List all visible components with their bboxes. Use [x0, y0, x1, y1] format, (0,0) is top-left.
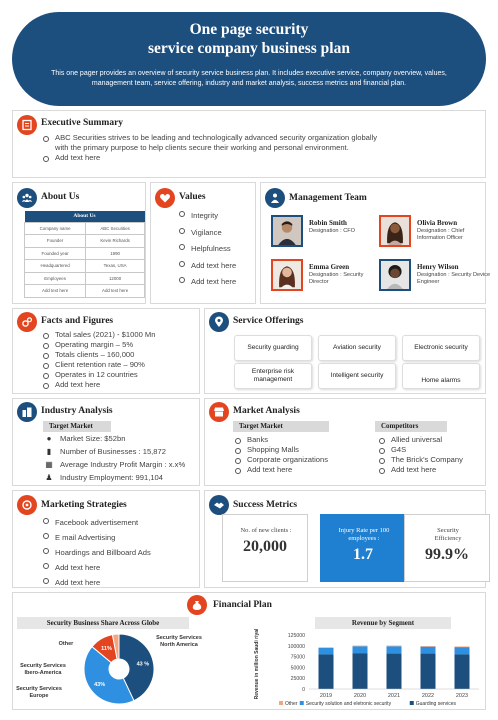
list-item: E mail Advertising [41, 530, 201, 545]
about-us-section [12, 182, 146, 304]
list-item: The Brick's Company [377, 455, 485, 465]
list-item: Add text here [41, 575, 201, 590]
metric-label: Injury Rate per 100 employees : [338, 527, 390, 542]
table-cell: ABC Securities [86, 222, 145, 235]
list-item: Facebook advertisement [41, 515, 201, 530]
bar-segment [387, 646, 402, 653]
list-item: Total sales (2021) - $1000 Mn [41, 330, 201, 340]
industry-row-text: Number of Businesses : 15,872 [60, 447, 166, 456]
market-target-heading: Target Market [233, 421, 329, 432]
list-item: Integrity [177, 208, 257, 225]
management-team-section [260, 182, 491, 304]
table-cell: 1990 [86, 247, 145, 260]
legend-label: Other [285, 701, 298, 707]
service-card: Home alarms [402, 363, 480, 389]
bar-segment [387, 654, 402, 689]
table-row [25, 222, 145, 235]
bar-segment [319, 648, 334, 654]
industry-title: Industry Analysis [41, 406, 113, 416]
x-tick-label: 2022 [421, 693, 435, 699]
legend-label: Security solution and eletronic security [305, 701, 392, 707]
marketing-title: Marketing Strategies [41, 500, 127, 510]
marketing-strategies-section [12, 490, 200, 588]
employees-icon: ♟ [45, 473, 53, 482]
dollar-icon: ● [46, 434, 52, 443]
location-pin-icon [209, 312, 229, 332]
pie-label: Security Services Ibero-America [20, 663, 66, 676]
summary-icon [17, 115, 37, 135]
service-offerings-section [204, 308, 486, 394]
table-cell: Employees [25, 272, 86, 285]
industry-row-text: Average Industry Profit Margin : x.x% [60, 460, 186, 469]
page-title [12, 20, 486, 58]
market-target-list [233, 435, 353, 475]
list-item: Add text here [177, 258, 257, 275]
list-item: Add text here [41, 560, 201, 575]
metric-value: 99.9% [425, 546, 469, 563]
service-card: Enterprise risk management [234, 363, 312, 389]
values-section [150, 182, 256, 304]
gears-icon [17, 312, 37, 332]
market-title: Market Analysis [233, 406, 300, 416]
marketing-list [41, 515, 201, 590]
competitors-list [377, 435, 485, 475]
header-description: This one pager provides an overview of security service business plan. It includes executive service, company overview, values, management team, service offering, industry and market analysis, success metrics and financial plan. [51, 70, 447, 87]
success-metrics-title: Success Metrics [233, 500, 298, 510]
table-cell: Founder [25, 235, 86, 248]
list-item: Shopping Malls [233, 445, 353, 455]
bar-segment [421, 646, 436, 647]
bar-segment [455, 647, 470, 654]
table-cell: Headquartered [25, 260, 86, 273]
competitors-heading: Competitors [375, 421, 447, 432]
metric-label: No. of new clients : [240, 527, 292, 534]
pie-label: Security Services Europe [16, 686, 62, 699]
member-name: Olivia Brown [417, 219, 458, 227]
table-cell: Texas, USA [86, 260, 145, 273]
executive-summary-section [12, 110, 486, 178]
table-row [25, 260, 145, 273]
member-designation: Designation : Security Director [309, 272, 364, 285]
facts-figures-section [12, 308, 200, 394]
avatar [271, 259, 303, 291]
table-cell: Founded year [25, 247, 86, 260]
about-us-table [24, 211, 145, 298]
table-cell: Kevin Richards [86, 235, 145, 248]
industry-analysis-section [12, 398, 200, 486]
table-row [25, 235, 145, 248]
pie-label: Security Services North America [156, 635, 202, 648]
pie-value-label: 43 % [136, 661, 150, 668]
legend-swatch [410, 701, 414, 705]
service-card: Intelligent security [318, 363, 396, 389]
y-tick-label: 25000 [290, 676, 305, 683]
list-item: Add text here [177, 274, 257, 291]
x-tick-label: 2020 [353, 693, 367, 699]
about-table-header: About Us [25, 211, 145, 222]
building-icon: ▮ [46, 447, 52, 456]
metric-card [404, 514, 490, 582]
member-designation: Designation : Security Device Engineer [417, 272, 491, 285]
profit-chart-icon: ▦ [45, 460, 53, 469]
metric-value: 1.7 [353, 546, 373, 563]
financial-plan-section [12, 592, 486, 710]
bar-segment [353, 646, 368, 653]
member-name: Emma Green [309, 263, 350, 271]
y-tick-label: 50000 [290, 665, 305, 672]
pie-chart-title: Security Business Share Across Globe [17, 617, 189, 629]
list-item: Add text here [41, 380, 201, 390]
industry-target-market-heading: Target Market [43, 421, 111, 432]
market-analysis-section [204, 398, 486, 486]
list-item: Add text here [41, 153, 381, 163]
metric-card-highlighted [320, 514, 406, 582]
title-line-2: service company business plan [148, 40, 350, 57]
list-item: Operates in 12 countries [41, 370, 201, 380]
table-row [25, 272, 145, 285]
industry-row [43, 473, 163, 482]
table-row [25, 247, 145, 260]
bar-segment [319, 647, 334, 648]
facts-list [41, 330, 201, 390]
bar-segment [353, 653, 368, 689]
metric-card [222, 514, 308, 582]
member-name: Henry Wilson [417, 263, 459, 271]
y-tick-label: 0 [302, 687, 305, 693]
bar-segment [353, 646, 368, 647]
member-designation: Designation : CFO [309, 228, 356, 234]
executive-summary-title: Executive Summary [41, 118, 124, 128]
money-bag-icon [187, 595, 207, 615]
x-tick-label: 2023 [455, 693, 469, 699]
team-icon [17, 188, 37, 208]
list-item: ABC Securities strives to be leading and technologically advanced security organization globally with the primary purpose to help clients secure their working and personal environment. [41, 133, 381, 153]
bar-chart [249, 629, 485, 709]
team-member [379, 259, 489, 295]
member-name: Robin Smith [309, 219, 347, 227]
list-item: Banks [233, 435, 353, 445]
management-title: Management Team [289, 193, 367, 203]
facts-title: Facts and Figures [41, 316, 114, 326]
values-icon [155, 188, 175, 208]
legend-label: Guarding services [415, 701, 457, 707]
list-item: Add text here [377, 465, 485, 475]
table-row [25, 285, 145, 298]
values-title: Values [179, 192, 206, 202]
list-item: Vigilance [177, 225, 257, 242]
market-store-icon [209, 402, 229, 422]
list-item: Add text here [233, 465, 353, 475]
values-list [177, 208, 257, 291]
y-axis-label: Revenue in million Saudi riyal [254, 629, 260, 700]
header-banner [12, 12, 486, 106]
industry-buildings-icon [17, 402, 37, 422]
team-member [271, 259, 381, 295]
marketing-icon [17, 495, 37, 515]
y-tick-label: 75000 [290, 654, 305, 661]
member-designation: Designation : Chief Information Officer [417, 228, 465, 241]
handshake-icon [209, 495, 229, 515]
list-item: Corporate organizations [233, 455, 353, 465]
list-item: G4S [377, 445, 485, 455]
service-card: Aviation security [318, 335, 396, 361]
list-item: Hoardings and Billboard Ads [41, 545, 201, 560]
legend-swatch [279, 701, 283, 705]
x-tick-label: 2019 [319, 693, 333, 699]
legend-swatch [300, 701, 304, 705]
pie-value-label: 43% [94, 682, 106, 689]
y-tick-label: 125000 [287, 633, 305, 639]
service-card: Security guarding [234, 335, 312, 361]
list-item: Client retention rate – 90% [41, 360, 201, 370]
list-item: Allied universal [377, 435, 485, 445]
y-tick-label: 100000 [287, 643, 305, 650]
bar-segment [455, 646, 470, 647]
table-cell: Add text here [25, 285, 86, 298]
financial-title: Financial Plan [213, 600, 272, 610]
industry-row-text: Industry Employment: 991,104 [60, 473, 163, 482]
industry-row [43, 447, 166, 456]
bar-segment [455, 654, 470, 689]
industry-row [43, 434, 125, 443]
metric-label: Security Efficiency [434, 527, 462, 542]
list-item: Operating margin – 5% [41, 340, 201, 350]
list-item: Totals clients – 160,000 [41, 350, 201, 360]
avatar [379, 259, 411, 291]
avatar [379, 215, 411, 247]
table-cell: 12000 [86, 272, 145, 285]
team-member [379, 215, 489, 251]
bar-segment [421, 654, 436, 689]
service-offerings-title: Service Offerings [233, 316, 304, 326]
title-line-1: One page security [189, 21, 309, 38]
table-cell: Company name [25, 222, 86, 235]
avatar [271, 215, 303, 247]
management-icon [265, 188, 285, 208]
pie-value-label: 11% [101, 645, 112, 652]
table-cell: Add text here [86, 285, 145, 298]
industry-row [43, 460, 185, 469]
bar-chart-title: Revenue by Segment [315, 617, 451, 629]
list-item: Helpfulness [177, 241, 257, 258]
bar-segment [319, 654, 334, 689]
about-us-title: About Us [41, 192, 80, 202]
metric-value: 20,000 [243, 538, 287, 555]
bar-segment [421, 647, 436, 654]
bar-segment [387, 646, 402, 647]
service-card: Electronic security [402, 335, 480, 361]
x-tick-label: 2021 [387, 693, 401, 699]
pie-label: Other [58, 641, 74, 647]
industry-row-text: Market Size: $52bn [60, 434, 126, 443]
team-member [271, 215, 381, 251]
executive-summary-list [41, 133, 381, 163]
